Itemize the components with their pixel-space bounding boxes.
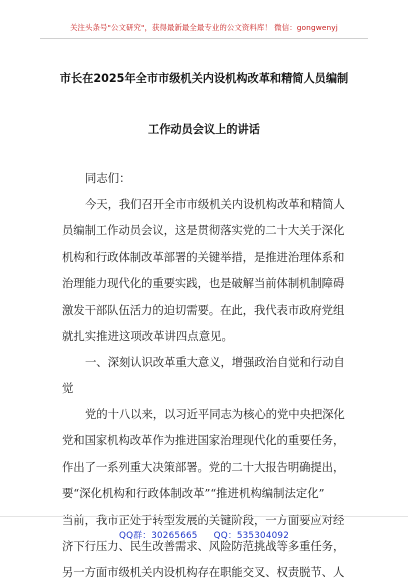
section-heading-line: 觉 — [62, 381, 74, 396]
paragraph-line: 治理能力现代化的重要实践，也是破解当前体制机制障碍 — [62, 276, 345, 291]
paragraph-line: 作出了一系列重大决策部署。党的二十大报告明确提出， — [62, 459, 345, 474]
paragraph-line: 党的十八以来，以习近平同志为核心的党中央把深化 — [85, 407, 345, 421]
paragraph-line: 要“深化机构和行政体制改革”“推进机构编制法定化” — [62, 486, 325, 501]
paragraph-line: 激发干部队伍活力的迫切需要。在此，我代表市政府党组 — [62, 302, 345, 317]
paragraph-line: 济下行压力、民生改善需求、风险防范挑战等多重任务， — [62, 538, 345, 553]
salutation — [62, 165, 346, 191]
paragraph-2 — [62, 401, 346, 586]
header-divider — [40, 38, 368, 39]
footer — [0, 528, 408, 541]
paragraph-line: 就扎实推进这项改革讲四点意见。 — [62, 328, 233, 343]
paragraph-line: 员编制工作动员会议，这是贯彻落实党的二十大关于深化 — [62, 223, 345, 238]
header-banner: 关注头条号"公文研究"，获得最新最全最专业的公文资料库！ 微信：gongwenyj — [70, 23, 338, 32]
footer-qq-number: QQ：535304092 — [213, 531, 290, 541]
paragraph-line: 党和国家机构改革作为推进国家治理现代化的重要任务， — [62, 433, 345, 448]
section-heading-line: 一、深刻认识改革重大意义，增强政治自觉和行动自 — [85, 355, 345, 369]
document-title-line-2: 工作动员会议上的讲话 — [148, 123, 260, 136]
footer-divider — [0, 516, 408, 517]
paragraph-line: 当前，我市正处于转型发展的关键阶段，一方面要应对经 — [62, 512, 345, 527]
document-title-line-1: 市长在2025年全市市级机关内设机构改革和精简人员编制 — [59, 72, 349, 85]
footer-qq-group: QQ群：30265665 — [118, 531, 198, 541]
paragraph-line: 机构和行政体制改革部署的关键举措，是推进治理体系和 — [62, 249, 345, 264]
salutation-text: 同志们： — [85, 171, 131, 185]
paragraph-1 — [62, 191, 346, 349]
paragraph-line: 今天，我们召开全市市级机关内设机构改革和精简人 — [85, 197, 345, 211]
section-heading-1 — [62, 349, 346, 402]
paragraph-line: 另一方面市级机关内设机构存在职能交叉、权责脱节、人 — [62, 565, 345, 580]
